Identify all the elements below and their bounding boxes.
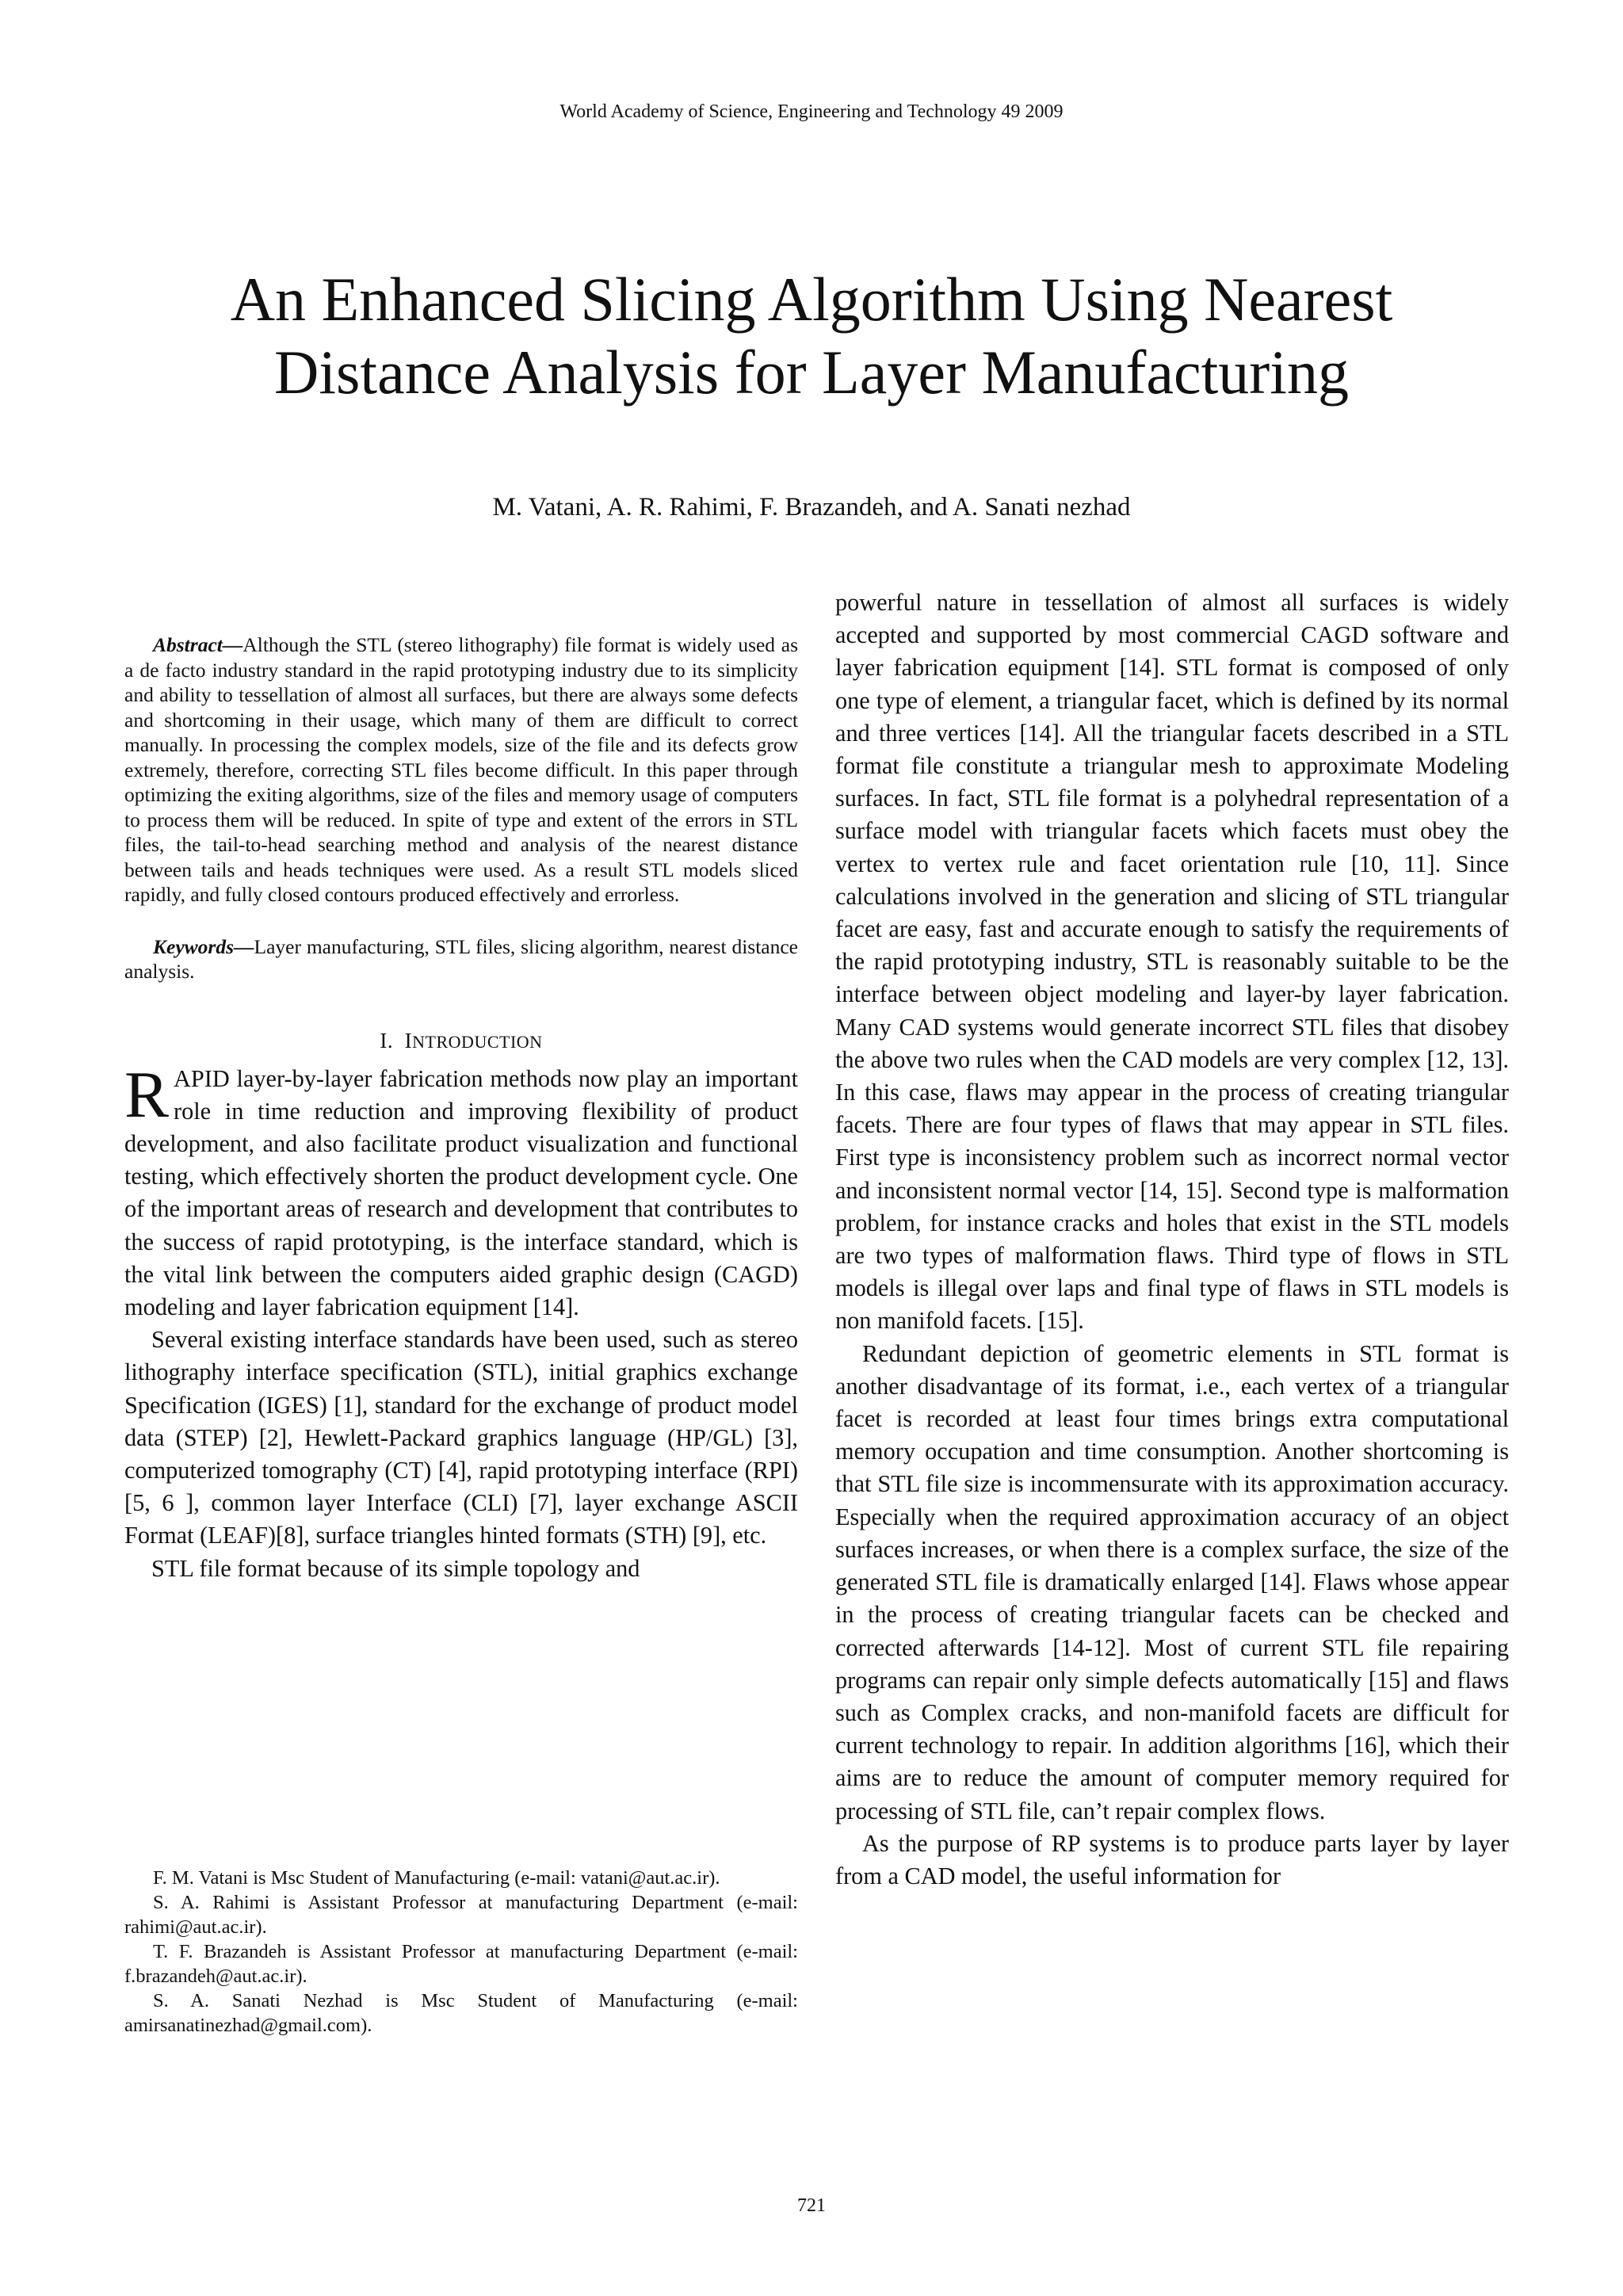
footnote: S. A. Sanati Nezhad is Msc Student of Manufacturing (e-mail: amirsanatinezhad@gmail.com). xyxy=(124,1990,798,2036)
title-line-2: Distance Analysis for Layer Manufacturing xyxy=(274,338,1349,407)
section-title-rest: NTRODUCTION xyxy=(412,1031,543,1052)
intro-paragraph-1 xyxy=(124,1057,798,1324)
section-number: I. xyxy=(380,1028,394,1052)
right-paragraph-2: Redundant depiction of geometric elements in STL format is another disadvantage of its format, i.e., each vertex of a triangular facet is recorded at least four times brings extra computational memory occupation and time consumption. Another shortcoming is that STL file size is incommensurate with its approximation accuracy. Especially when the required approximation accuracy of an object surfaces increases, or when there is a complex surface, the size of the generated STL file is dramatically enlarged [14]. Flaws whose appear in the process of creating triangular facets can be checked and corrected afterwards [14-12]. Most of current STL file repairing programs can repair only simple defects automatically [15] and flaws such as Complex cracks, and non-manifold facets are difficult for current technology to repair. In addition algorithms [16], which their aims are to reduce the amount of computer memory required for processing of STL file, can’t repair complex flows. xyxy=(835,1339,1509,1824)
abstract-label: Abstract— xyxy=(153,633,243,656)
author-list: M. Vatani, A. R. Rahimi, F. Brazandeh, and A. Sanati nezhad xyxy=(492,493,1131,521)
footnote: F. M. Vatani is Msc Student of Manufacturing (e-mail: vatani@aut.ac.ir). xyxy=(153,1867,720,1889)
intro-paragraph-3: STL file format because of its simple topology and xyxy=(151,1554,640,1582)
keywords xyxy=(124,934,798,984)
abstract xyxy=(124,632,798,907)
intro-paragraph-1-text: APID layer-by-layer fabrication methods now play an important role in time reduction and improving flexibility of product development, and also facilitate product visualization and functional testing, which effectively shorten the product development cycle. One of the important areas of research and development that contributes to the success of rapid prototyping, is the interface standard, which is the vital link between the computers aided graphic design (CAGD) modeling and layer fabrication equipment [14]. xyxy=(124,1064,798,1320)
right-paragraph-1: powerful nature in tessellation of almost all surfaces is widely accepted and supported by most commercial CAGD software and layer fabrication equipment [14]. STL format is composed of only one type of element, a triangular facet, which is defined by its normal and three vertices [14]. All the triangular facets described in a STL format file constitute a triangular mesh to approximate Modeling surfaces. In fact, STL file format is a polyhedral representation of a surface model with triangular facets which facets must obey the vertex to vertex rule and facet orientation rule [10, 11]. Since calculations involved in the generation and slicing of STL triangular facet are easy, fast and accurate enough to satisfy the requirements of the rapid prototyping industry, STL is reasonably suitable to be the interface between object modeling and layer-by layer fabrication. Many CAD systems would generate incorrect STL files that disobey the above two rules when the CAD models are very complex [12, 13]. In this case, flaws may appear in the process of creating triangular facets. There are four types of flaws that may appear in STL files. First type is inconsistency problem such as incorrect normal vector and inconsistent normal vector [14, 15]. Second type is malformation problem, for instance cracks and holes that exist in the STL models are two types of malformation flaws. Third type of flows in STL models is illegal over laps and final type of flaws in STL models is non manifold facets. [15]. xyxy=(835,589,1509,1335)
abstract-text: Although the STL (stereo lithography) file format is widely used as a de facto industry standard in the rapid prototyping industry due to its simplicity and ability to tessellation of almost all surfaces, but there are always some defects and shortcoming in their usage, which many of them are difficult to correct manually. In processing the complex models, size of the file and its defects grow extremely, therefore, correcting STL files become difficult. In this paper through optimizing the exiting algorithms, size of the files and memory usage of computers to process them will be reduced. In spite of type and extent of the errors in STL files, the tail-to-head searching method and analysis of the nearest distance between tails and heads techniques were used. As a result STL models sliced rapidly, and fully closed contours produced effectively and errorless. xyxy=(124,633,798,906)
intro-paragraph-2: Several existing interface standards have been used, such as stereo lithography interface specification (STL), initial graphics exchange Specification (IGES) [1], standard for the exchange of product model data (STEP) [2], Hewlett-Packard graphics language (HP/GL) [3], computerized tomography (CT) [4], rapid prototyping interface (RPI) [5, 6 ], common layer Interface (CLI) [7], layer exchange ASCII Format (LEAF)[8], surface triangles hinted formats (STH) [9], etc. xyxy=(124,1326,798,1549)
title-line-1: An Enhanced Slicing Algorithm Using Nearest xyxy=(230,265,1393,334)
author-footnotes xyxy=(124,1866,798,2038)
section-heading-introduction xyxy=(124,1029,798,1053)
page-number: 721 xyxy=(797,2195,826,2216)
keywords-text: Layer manufacturing, STL files, slicing algorithm, nearest distance analysis. xyxy=(124,934,798,983)
right-paragraph-3: As the purpose of RP systems is to produce parts layer by layer from a CAD model, the useful information for xyxy=(835,1829,1509,1889)
paper-title xyxy=(0,263,1623,409)
right-column xyxy=(835,586,1509,1893)
journal-header: World Academy of Science, Engineering and Technology 49 2009 xyxy=(559,101,1064,122)
keywords-label: Keywords— xyxy=(153,934,254,958)
footnote: S. A. Rahimi is Assistant Professor at manufacturing Department (e-mail: rahimi@aut.ac.ir). xyxy=(124,1892,798,1938)
left-column xyxy=(124,586,798,1585)
footnote: T. F. Brazandeh is Assistant Professor at manufacturing Department (e-mail: f.brazandeh@aut.ac.ir). xyxy=(124,1941,798,1987)
section-title-initial: I xyxy=(404,1028,413,1052)
drop-cap: R xyxy=(124,1057,170,1132)
